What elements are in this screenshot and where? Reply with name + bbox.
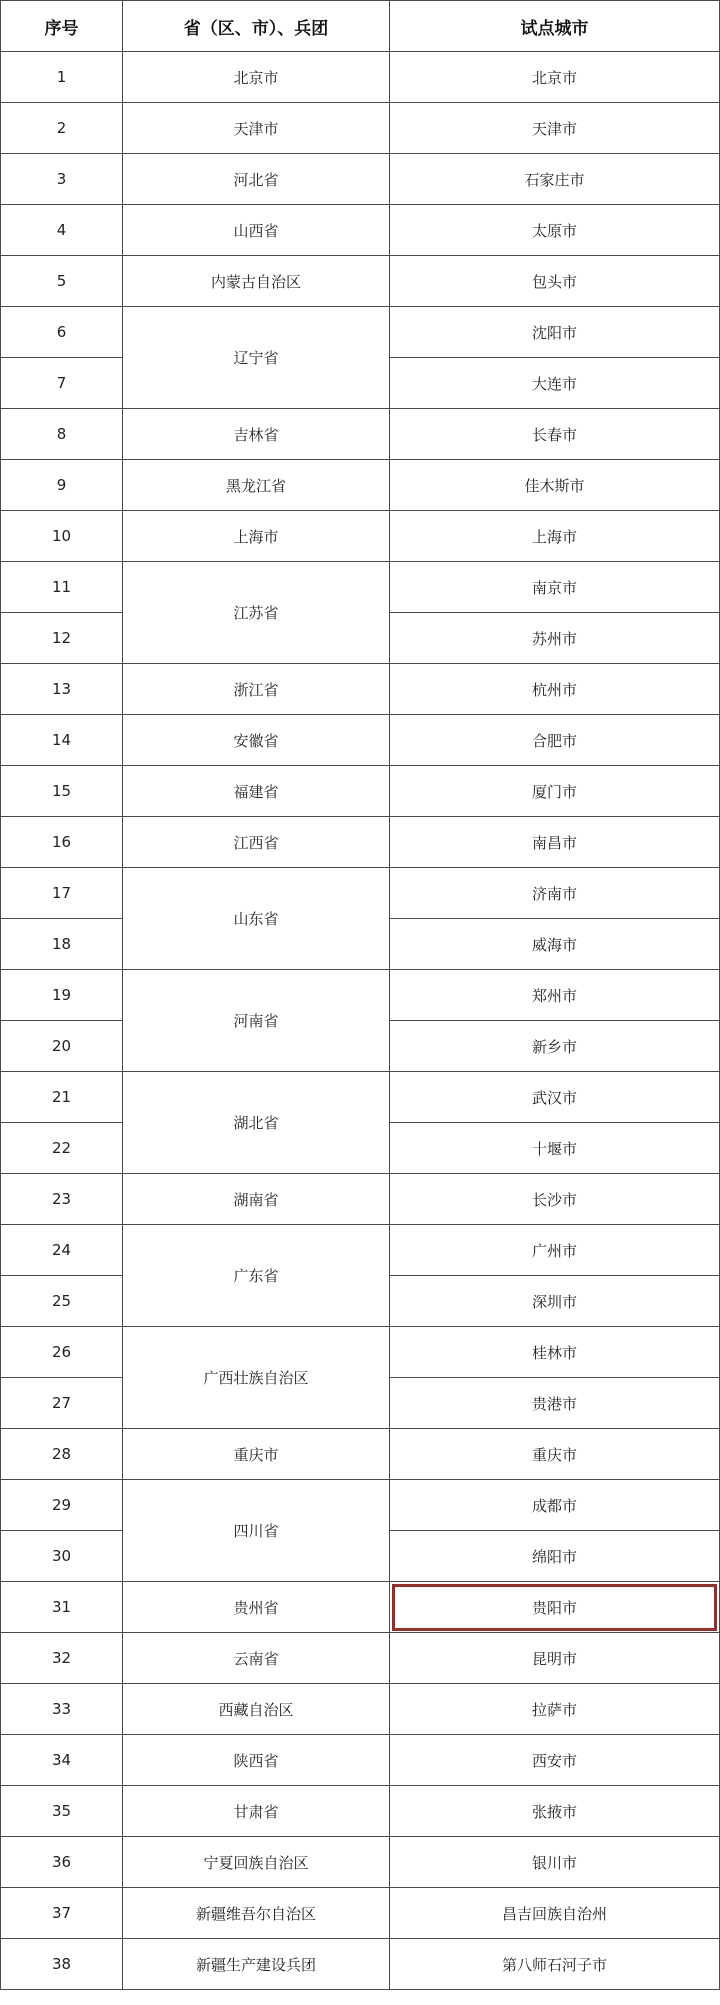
row-city-cell: 济南市 (389, 868, 720, 919)
row-city-cell: 新乡市 (389, 1021, 720, 1072)
row-city-cell: 桂林市 (389, 1327, 720, 1378)
row-seq-cell: 23 (0, 1174, 122, 1225)
row-seq-cell: 38 (0, 1939, 122, 1990)
row-city-cell: 大连市 (389, 358, 720, 409)
row-province-cell: 湖北省 (122, 1072, 389, 1174)
row-seq-cell: 16 (0, 817, 122, 868)
row-province-cell: 河南省 (122, 970, 389, 1072)
row-seq-cell: 36 (0, 1837, 122, 1888)
row-province-cell: 陕西省 (122, 1735, 389, 1786)
row-city-cell: 沈阳市 (389, 307, 720, 358)
row-city-cell: 威海市 (389, 919, 720, 970)
row-province-cell: 河北省 (122, 154, 389, 205)
row-province-cell: 贵州省 (122, 1582, 389, 1633)
row-city-cell: 绵阳市 (389, 1531, 720, 1582)
row-city-cell: 太原市 (389, 205, 720, 256)
row-seq-cell: 21 (0, 1072, 122, 1123)
row-seq-cell: 24 (0, 1225, 122, 1276)
row-city-cell: 武汉市 (389, 1072, 720, 1123)
row-seq-cell: 5 (0, 256, 122, 307)
row-province-cell: 浙江省 (122, 664, 389, 715)
row-seq-cell: 4 (0, 205, 122, 256)
row-seq-cell: 31 (0, 1582, 122, 1633)
row-province-cell: 甘肃省 (122, 1786, 389, 1837)
row-province-cell: 江苏省 (122, 562, 389, 664)
row-seq-cell: 15 (0, 766, 122, 817)
row-city-cell: 银川市 (389, 1837, 720, 1888)
row-city-cell: 成都市 (389, 1480, 720, 1531)
row-seq-cell: 6 (0, 307, 122, 358)
row-city-cell: 北京市 (389, 52, 720, 103)
row-seq-cell: 1 (0, 52, 122, 103)
header-city: 试点城市 (389, 0, 720, 52)
row-seq-cell: 2 (0, 103, 122, 154)
row-city-cell: 长沙市 (389, 1174, 720, 1225)
row-province-cell: 辽宁省 (122, 307, 389, 409)
header-province: 省（区、市）、兵团 (122, 0, 389, 52)
row-province-cell: 山东省 (122, 868, 389, 970)
row-city-cell: 南京市 (389, 562, 720, 613)
row-province-cell: 云南省 (122, 1633, 389, 1684)
row-seq-cell: 28 (0, 1429, 122, 1480)
row-seq-cell: 10 (0, 511, 122, 562)
row-seq-cell: 12 (0, 613, 122, 664)
row-seq-cell: 18 (0, 919, 122, 970)
row-province-cell: 广西壮族自治区 (122, 1327, 389, 1429)
row-seq-cell: 8 (0, 409, 122, 460)
row-city-cell: 贵港市 (389, 1378, 720, 1429)
header-seq: 序号 (0, 0, 122, 52)
row-province-cell: 安徽省 (122, 715, 389, 766)
row-city-cell: 深圳市 (389, 1276, 720, 1327)
row-seq-cell: 7 (0, 358, 122, 409)
row-seq-cell: 37 (0, 1888, 122, 1939)
row-province-cell: 湖南省 (122, 1174, 389, 1225)
row-seq-cell: 32 (0, 1633, 122, 1684)
row-seq-cell: 3 (0, 154, 122, 205)
row-seq-cell: 22 (0, 1123, 122, 1174)
row-city-cell: 佳木斯市 (389, 460, 720, 511)
row-seq-cell: 19 (0, 970, 122, 1021)
row-city-cell: 上海市 (389, 511, 720, 562)
row-city-cell: 石家庄市 (389, 154, 720, 205)
row-province-cell: 内蒙古自治区 (122, 256, 389, 307)
row-city-cell: 拉萨市 (389, 1684, 720, 1735)
row-seq-cell: 9 (0, 460, 122, 511)
row-city-cell: 长春市 (389, 409, 720, 460)
row-seq-cell: 17 (0, 868, 122, 919)
row-seq-cell: 33 (0, 1684, 122, 1735)
row-province-cell: 新疆生产建设兵团 (122, 1939, 389, 1990)
row-province-cell: 重庆市 (122, 1429, 389, 1480)
row-seq-cell: 11 (0, 562, 122, 613)
row-city-cell: 昌吉回族自治州 (389, 1888, 720, 1939)
row-seq-cell: 30 (0, 1531, 122, 1582)
row-province-cell: 广东省 (122, 1225, 389, 1327)
row-city-cell: 贵阳市 (389, 1582, 720, 1633)
row-city-cell: 南昌市 (389, 817, 720, 868)
row-province-cell: 吉林省 (122, 409, 389, 460)
row-city-cell: 杭州市 (389, 664, 720, 715)
row-seq-cell: 26 (0, 1327, 122, 1378)
row-seq-cell: 27 (0, 1378, 122, 1429)
row-province-cell: 上海市 (122, 511, 389, 562)
row-province-cell: 北京市 (122, 52, 389, 103)
row-province-cell: 宁夏回族自治区 (122, 1837, 389, 1888)
row-province-cell: 四川省 (122, 1480, 389, 1582)
row-city-cell: 苏州市 (389, 613, 720, 664)
row-city-cell: 厦门市 (389, 766, 720, 817)
row-province-cell: 福建省 (122, 766, 389, 817)
row-city-cell: 十堰市 (389, 1123, 720, 1174)
row-city-cell: 张掖市 (389, 1786, 720, 1837)
row-province-cell: 新疆维吾尔自治区 (122, 1888, 389, 1939)
row-city-cell: 第八师石河子市 (389, 1939, 720, 1990)
row-seq-cell: 35 (0, 1786, 122, 1837)
row-seq-cell: 34 (0, 1735, 122, 1786)
row-seq-cell: 14 (0, 715, 122, 766)
row-city-cell: 天津市 (389, 103, 720, 154)
row-city-cell: 昆明市 (389, 1633, 720, 1684)
row-province-cell: 西藏自治区 (122, 1684, 389, 1735)
row-city-cell: 西安市 (389, 1735, 720, 1786)
row-city-cell: 合肥市 (389, 715, 720, 766)
row-seq-cell: 25 (0, 1276, 122, 1327)
row-province-cell: 黑龙江省 (122, 460, 389, 511)
row-seq-cell: 20 (0, 1021, 122, 1072)
row-city-cell: 重庆市 (389, 1429, 720, 1480)
row-province-cell: 天津市 (122, 103, 389, 154)
row-seq-cell: 13 (0, 664, 122, 715)
row-seq-cell: 29 (0, 1480, 122, 1531)
row-city-cell: 郑州市 (389, 970, 720, 1021)
row-province-cell: 江西省 (122, 817, 389, 868)
row-province-cell: 山西省 (122, 205, 389, 256)
row-city-cell: 广州市 (389, 1225, 720, 1276)
row-city-cell: 包头市 (389, 256, 720, 307)
